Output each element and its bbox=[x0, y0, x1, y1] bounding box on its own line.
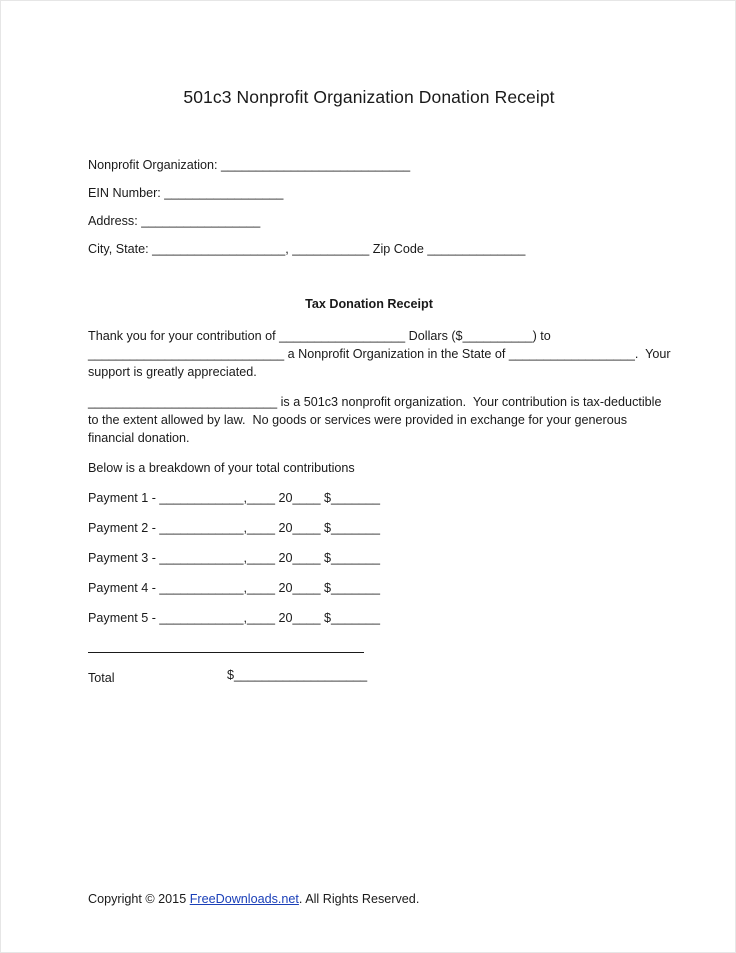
organization-field: Nonprofit Organization: ___________________________ bbox=[88, 158, 411, 172]
breakdown-intro: Below is a breakdown of your total contributions bbox=[88, 461, 355, 475]
copyright-footer bbox=[88, 892, 419, 906]
total-separator-line bbox=[88, 652, 364, 653]
payment-line: Payment 2 - ____________,____ 20____ $_______ bbox=[88, 521, 381, 535]
payment-line: Payment 3 - ____________,____ 20____ $_______ bbox=[88, 551, 381, 565]
total-label: Total bbox=[88, 671, 115, 685]
ein-field: EIN Number: _________________ bbox=[88, 186, 284, 200]
paragraph1-line1: Thank you for your contribution of __________________ Dollars ($__________) to bbox=[88, 329, 551, 343]
paragraph2-line3: financial donation. bbox=[88, 431, 190, 445]
copyright-suffix: . All Rights Reserved. bbox=[298, 892, 420, 906]
page-title: 501c3 Nonprofit Organization Donation Receipt bbox=[183, 87, 555, 107]
paragraph1-line3: support is greatly appreciated. bbox=[88, 365, 257, 379]
paragraph1-line2: ____________________________ a Nonprofit Organization in the State of __________________. Your bbox=[88, 347, 671, 361]
payment-line: Payment 4 - ____________,____ 20____ $_______ bbox=[88, 581, 381, 595]
city-state-zip-field: City, State: ___________________, ___________ Zip Code ______________ bbox=[88, 242, 526, 256]
payment-line: Payment 5 - ____________,____ 20____ $_______ bbox=[88, 611, 381, 625]
paragraph2-line2: to the extent allowed by law. No goods or services were provided in exchange for your generous bbox=[88, 413, 628, 427]
payment-line: Payment 1 - ____________,____ 20____ $_______ bbox=[88, 491, 381, 505]
section-title: Tax Donation Receipt bbox=[305, 297, 433, 311]
freedownloads-link[interactable]: FreeDownloads.net bbox=[189, 892, 299, 906]
paragraph2-line1: ___________________________ is a 501c3 nonprofit organization. Your contribution is tax-deductible bbox=[88, 395, 662, 409]
address-field: Address: _________________ bbox=[88, 214, 261, 228]
copyright-prefix: Copyright © 2015 bbox=[88, 892, 190, 906]
total-amount-field: $___________________ bbox=[227, 668, 368, 682]
